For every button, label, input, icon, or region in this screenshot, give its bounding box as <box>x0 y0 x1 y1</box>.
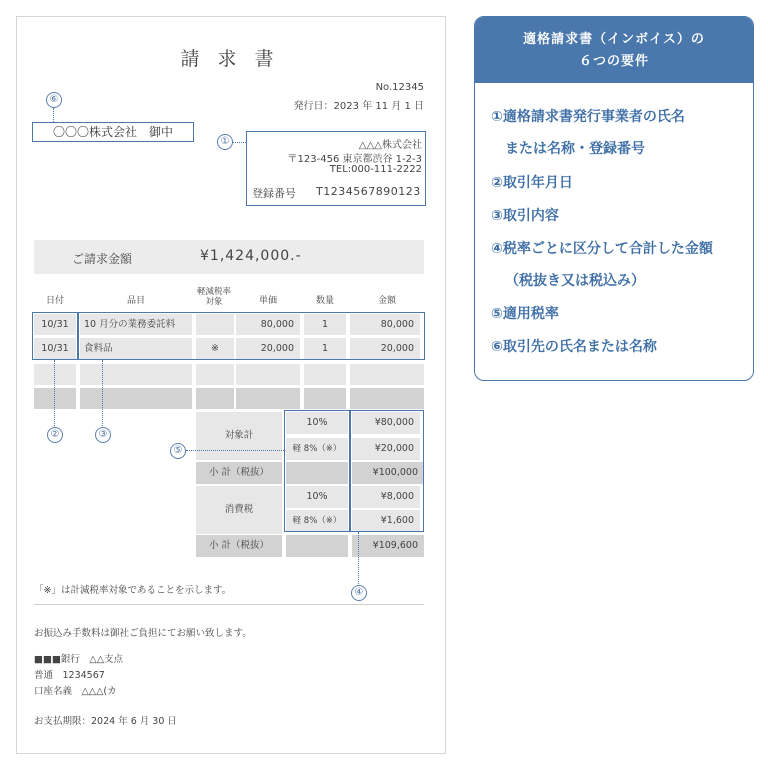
requirement-3: ③取引内容 <box>491 208 559 224</box>
empty-cell <box>286 535 348 557</box>
issuer-tel: TEL:000-111-2222 <box>329 164 422 175</box>
recipient-name: 〇〇〇株式会社 御中 <box>32 122 194 142</box>
issue-date: 発行日：2023 年 11 月 1 日 <box>293 101 424 112</box>
col-unit-price: 単価 <box>258 296 277 306</box>
empty-cell <box>350 364 424 385</box>
amount-value: ¥1,424,000.- <box>200 248 302 264</box>
subtotal-value: ¥100,000 <box>352 462 424 484</box>
due-date: お支払期限：2024 年 6 月 30 日 <box>34 716 177 727</box>
row2-date: 10/31 <box>34 338 76 359</box>
rate-10: 10% <box>286 412 348 434</box>
requirement-2: ②取引年月日 <box>491 175 573 191</box>
issuer-name: △△△株式会社 <box>358 140 422 151</box>
connector-2 <box>54 360 55 426</box>
connector-5 <box>186 450 284 451</box>
empty-cell <box>34 388 76 409</box>
fee-note: お振込み手数料は御社ご負担にてお願い致します。 <box>34 628 252 639</box>
connector-1 <box>233 142 246 143</box>
invoice-title: 請 求 書 <box>180 48 280 70</box>
row2-reduced: ※ <box>196 338 234 359</box>
empty-cell <box>80 388 192 409</box>
marker-5: ⑤ <box>170 443 186 459</box>
holder-line: 口座名義 △△△(カ <box>34 686 117 697</box>
requirement-1-cont: または名称・登録番号 <box>505 141 645 157</box>
subtotal2-label: 小 計（税抜） <box>196 535 282 557</box>
total-value: ¥109,600 <box>352 535 424 557</box>
bank-line: ■■■銀行 △△支点 <box>34 654 124 665</box>
connector-4 <box>358 532 359 584</box>
row1-item: 10 月分の業務委託料 <box>80 314 192 335</box>
requirements-panel <box>474 16 754 381</box>
connector-6 <box>53 108 54 122</box>
amount-label: ご請求金額 <box>72 252 133 266</box>
row1-amount: 80,000 <box>350 314 420 335</box>
col-quantity: 数量 <box>315 296 334 306</box>
registration-label: 登録番号 <box>252 187 296 200</box>
empty-cell <box>304 388 346 409</box>
col-reduced: 軽減税率 対象 <box>196 287 231 307</box>
amount-highlight <box>350 410 424 532</box>
empty-cell <box>196 364 234 385</box>
empty-cell <box>236 364 300 385</box>
tax-rate-8: 軽 8%（※） <box>286 510 348 532</box>
divider <box>34 604 424 605</box>
items-highlight <box>78 312 425 360</box>
subtotal-label: 小 計（税抜） <box>196 462 282 484</box>
account-line: 普通 1234567 <box>34 670 105 681</box>
row1-qty: 1 <box>304 314 346 335</box>
panel-title-line2: ６つの要件 <box>578 54 649 69</box>
rate-highlight <box>284 410 350 532</box>
requirement-4: ④税率ごとに区分して合計した金額 <box>491 241 713 257</box>
marker-6: ⑥ <box>46 92 62 108</box>
row1-unit: 80,000 <box>236 314 300 335</box>
empty-cell <box>304 364 346 385</box>
row2-unit: 20,000 <box>236 338 300 359</box>
tax-label: 消費税 <box>196 486 282 534</box>
row2-amount: 20,000 <box>350 338 420 359</box>
row2-item: 食料品 <box>80 338 192 359</box>
col-item: 品目 <box>126 296 145 306</box>
empty-cell <box>34 364 76 385</box>
marker-4: ④ <box>351 585 367 601</box>
panel-header <box>475 17 753 83</box>
target-10: ¥80,000 <box>352 412 420 434</box>
col-amount: 金額 <box>377 296 396 306</box>
tax-rate-10: 10% <box>286 486 348 508</box>
col-date: 日付 <box>45 296 64 306</box>
invoice-number: No.12345 <box>375 82 424 93</box>
requirement-4-cont: （税抜き又は税込み） <box>505 273 645 289</box>
empty-cell <box>196 388 234 409</box>
row2-qty: 1 <box>304 338 346 359</box>
row1-date: 10/31 <box>34 314 76 335</box>
reduced-note: 「※」は計減税率対象であることを示します。 <box>34 585 232 596</box>
empty-cell <box>236 388 300 409</box>
requirement-5: ⑤適用税率 <box>491 306 559 322</box>
tax-8: ¥1,600 <box>352 510 420 532</box>
empty-cell <box>350 388 424 409</box>
marker-1: ① <box>217 134 233 150</box>
requirement-1: ①適格請求書発行事業者の氏名 <box>491 109 685 125</box>
panel-title-line1: 適格請求書（インボイス）の <box>523 32 705 47</box>
registration-number: T1234567890123 <box>316 185 421 198</box>
tax-10: ¥8,000 <box>352 486 420 508</box>
empty-cell <box>80 364 192 385</box>
marker-2: ② <box>47 427 63 443</box>
target-label: 対象計 <box>196 412 282 460</box>
connector-3 <box>102 360 103 426</box>
marker-3: ③ <box>95 427 111 443</box>
rate-8: 軽 8%（※） <box>286 438 348 460</box>
target-8: ¥20,000 <box>352 438 420 460</box>
issuer-address: 〒123-456 東京都渋谷 1-2-3 <box>287 154 422 165</box>
requirement-6: ⑥取引先の氏名または名称 <box>491 339 657 355</box>
date-highlight <box>32 312 78 360</box>
